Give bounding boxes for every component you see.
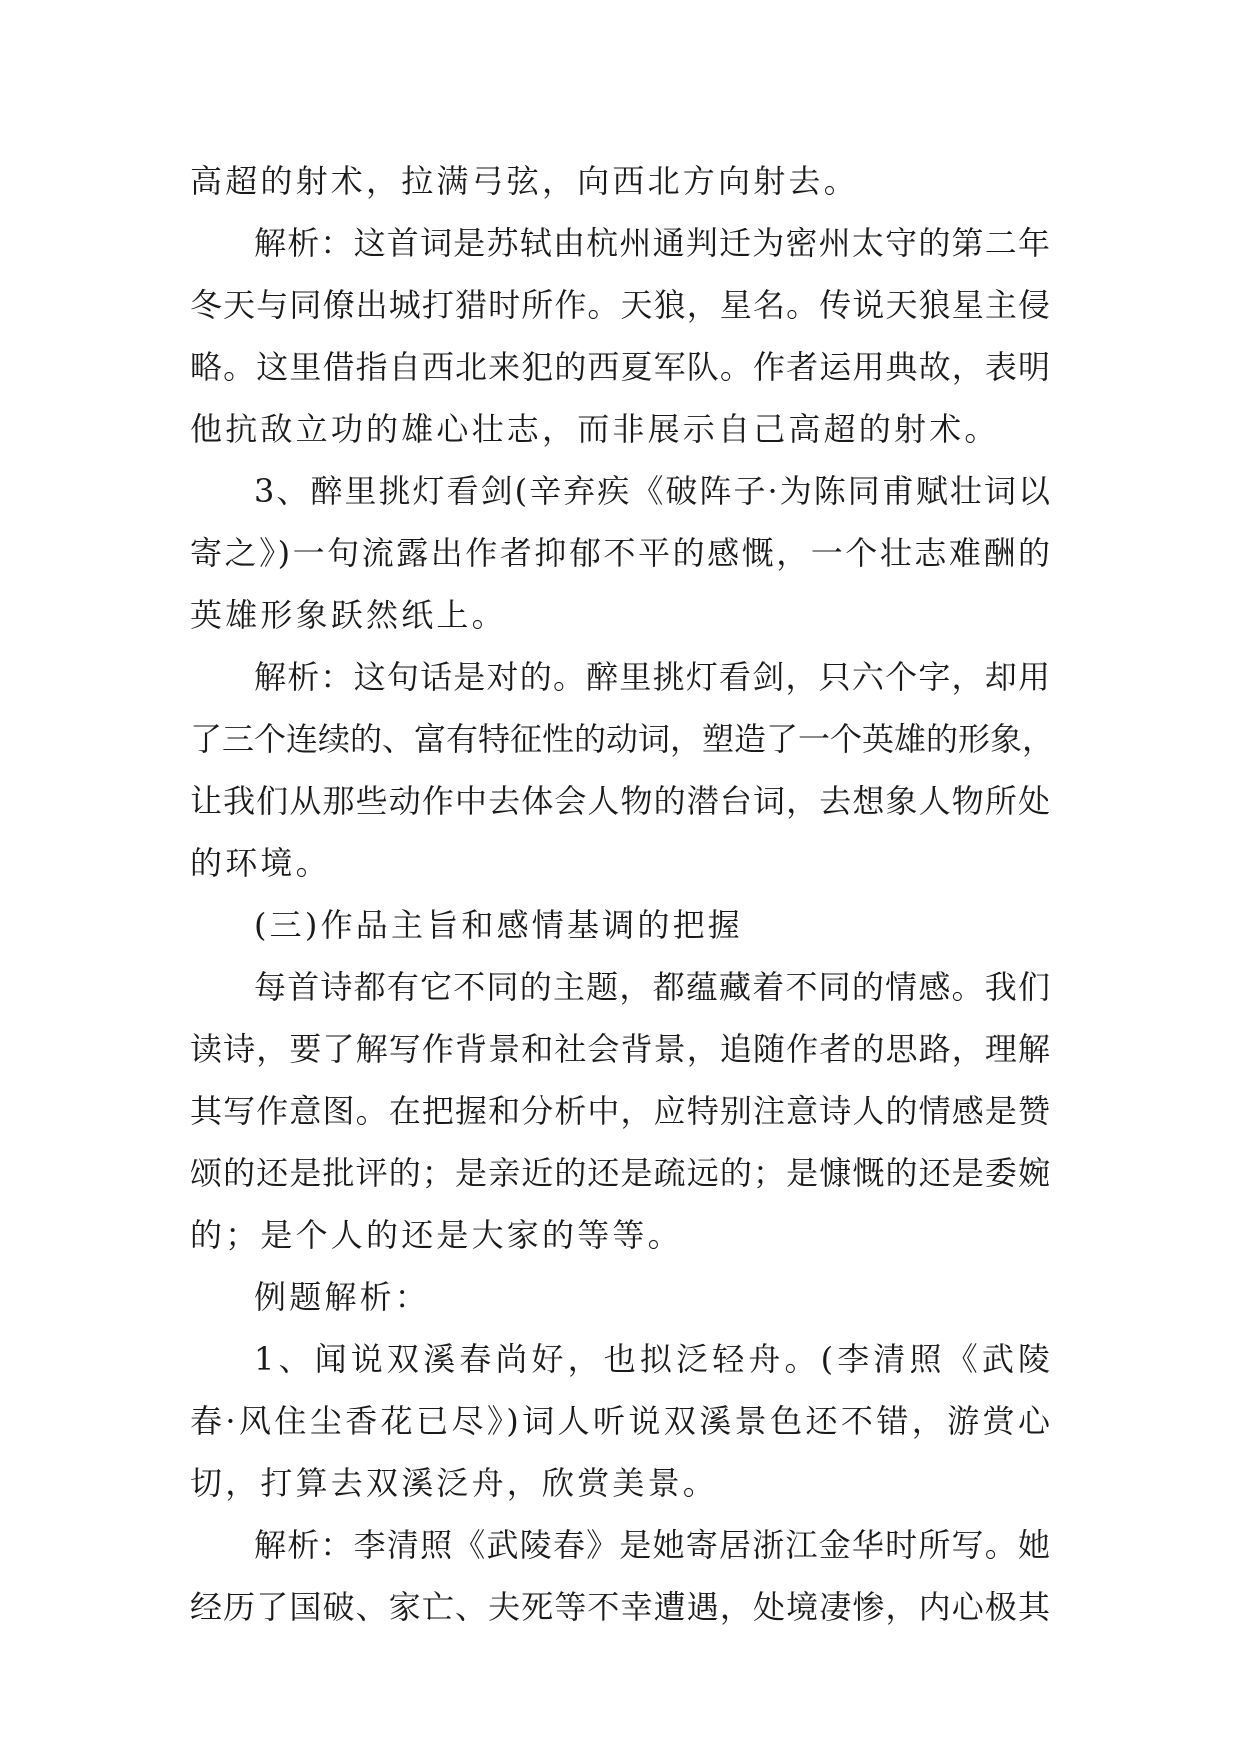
paragraph-start-line: 1、闻说双溪春尚好，也拟泛轻舟。(李清照《武陵 bbox=[254, 1340, 1050, 1378]
text-line: 春·风住尘香花已尽》)词人听说双溪景色还不错，游赏心 bbox=[190, 1402, 1050, 1440]
text-line: 读诗，要了解写作背景和社会背景，追随作者的思路，理解 bbox=[190, 1030, 1050, 1068]
text-line: 的；是个人的还是大家的等等。 bbox=[190, 1216, 683, 1254]
text-line: 颂的还是批评的；是亲近的还是疏远的；是慷慨的还是委婉 bbox=[190, 1154, 1050, 1192]
text-line: 寄之》)一句流露出作者抑郁不平的感慨，一个壮志难酬的 bbox=[190, 534, 1050, 572]
text-line: 冬天与同僚出城打猎时所作。天狼，星名。传说天狼星主侵 bbox=[190, 286, 1050, 324]
text-line: 高超的射术，拉满弓弦，向西北方向射去。 bbox=[190, 162, 859, 200]
text-line: 的环境。 bbox=[190, 844, 331, 882]
document-body bbox=[190, 150, 1055, 1638]
paragraph-start-line: 解析：这句话是对的。醉里挑灯看剑，只六个字，却用 bbox=[254, 658, 1050, 696]
example-heading: 例题解析： bbox=[254, 1278, 431, 1316]
paragraph-start-line: 每首诗都有它不同的主题，都蕴藏着不同的情感。我们 bbox=[254, 968, 1050, 1006]
text-line: 略。这里借指自西北来犯的西夏军队。作者运用典故，表明 bbox=[190, 348, 1050, 386]
text-line: 经历了国破、家亡、夫死等不幸遭遇，处境凄惨，内心极其 bbox=[190, 1588, 1050, 1626]
text-line: 英雄形象跃然纸上。 bbox=[190, 596, 507, 634]
text-line: 让我们从那些动作中去体会人物的潜台词，去想象人物所处 bbox=[190, 782, 1050, 820]
paragraph-start-line: 解析：这首词是苏轼由杭州通判迁为密州太守的第二年 bbox=[254, 224, 1050, 262]
text-line: 了三个连续的、富有特征性的动词，塑造了一个英雄的形象， bbox=[190, 720, 1055, 758]
text-line: 他抗敌立功的雄心壮志，而非展示自己高超的射术。 bbox=[190, 410, 1000, 448]
paragraph-start-line: 3、醉里挑灯看剑(辛弃疾《破阵子·为陈同甫赋壮词以 bbox=[254, 472, 1050, 510]
section-heading: (三)作品主旨和感情基调的把握 bbox=[254, 906, 743, 944]
text-line: 切，打算去双溪泛舟，欣赏美景。 bbox=[190, 1464, 719, 1502]
paragraph-start-line: 解析：李清照《武陵春》是她寄居浙江金华时所写。她 bbox=[254, 1526, 1050, 1564]
text-line: 其写作意图。在把握和分析中，应特别注意诗人的情感是赞 bbox=[190, 1092, 1050, 1130]
